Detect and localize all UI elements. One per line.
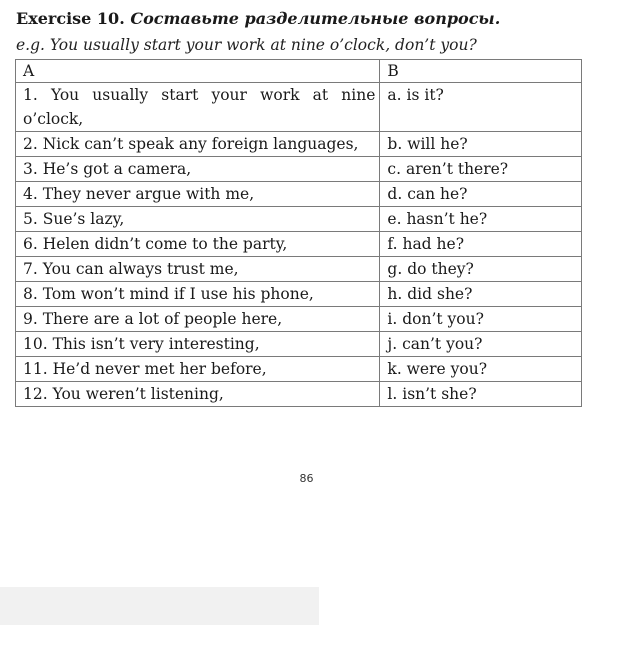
sentence-cell: 12. You weren’t listening, bbox=[16, 382, 380, 407]
sentence-cell: 3. He’s got a camera, bbox=[16, 157, 380, 182]
tag-cell: h. did she? bbox=[380, 282, 582, 307]
sentence-cell: 7. You can always trust me, bbox=[16, 257, 380, 282]
tag-cell: b. will he? bbox=[380, 132, 582, 157]
tag-cell: e. hasn’t he? bbox=[380, 207, 582, 232]
table-row bbox=[16, 83, 582, 132]
sentence-word: at bbox=[312, 86, 329, 104]
table-row bbox=[16, 207, 582, 232]
sentence-cell: 10. This isn’t very interesting, bbox=[16, 332, 380, 357]
tag-cell: l. isn’t she? bbox=[380, 382, 582, 407]
table-header-row bbox=[16, 60, 582, 83]
sentence-cell: 11. He’d never met her before, bbox=[16, 357, 380, 382]
exercise-task: Составьте разделительные вопросы. bbox=[130, 9, 501, 28]
table-row bbox=[16, 232, 582, 257]
sentence-word: usually bbox=[92, 86, 149, 104]
sentence-word: your bbox=[211, 86, 247, 104]
table-row bbox=[16, 257, 582, 282]
sentence-word: 1. bbox=[23, 86, 38, 104]
example-sentence: e.g. You usually start your work at nine o’clock, don’t you? bbox=[16, 36, 477, 54]
tag-cell: k. were you? bbox=[380, 357, 582, 382]
sentence-cell: 6. Helen didn’t come to the party, bbox=[16, 232, 380, 257]
column-b-header: B bbox=[380, 60, 582, 83]
sentence-word: nine bbox=[341, 86, 376, 104]
table-row bbox=[16, 307, 582, 332]
tag-cell: f. had he? bbox=[380, 232, 582, 257]
sentence-cell: 8. Tom won’t mind if I use his phone, bbox=[16, 282, 380, 307]
tag-cell: c. aren’t there? bbox=[380, 157, 582, 182]
table-row bbox=[16, 357, 582, 382]
footer-gray-bar bbox=[0, 587, 319, 625]
table-row bbox=[16, 157, 582, 182]
sentence-word: start bbox=[161, 86, 199, 104]
exercise-table bbox=[15, 59, 582, 407]
column-a-header: A bbox=[16, 60, 380, 83]
exercise-label: Exercise 10. bbox=[16, 9, 125, 28]
table-row bbox=[16, 332, 582, 357]
sentence-cell: 4. They never argue with me, bbox=[16, 182, 380, 207]
tag-cell: d. can he? bbox=[380, 182, 582, 207]
sentence-word: work bbox=[260, 86, 300, 104]
table-row bbox=[16, 182, 582, 207]
page-number: 86 bbox=[299, 472, 314, 485]
sentence-cell bbox=[16, 83, 380, 132]
sentence-word: You bbox=[50, 86, 80, 104]
sentence-line-1 bbox=[23, 83, 375, 107]
exercise-heading bbox=[16, 9, 500, 28]
tag-cell: i. don’t you? bbox=[380, 307, 582, 332]
sentence-cell: 2. Nick can’t speak any foreign languages, bbox=[16, 132, 380, 157]
sentence-cell: 9. There are a lot of people here, bbox=[16, 307, 380, 332]
sentence-cell: 5. Sue’s lazy, bbox=[16, 207, 380, 232]
table-row bbox=[16, 382, 582, 407]
tag-cell: j. can’t you? bbox=[380, 332, 582, 357]
table-row bbox=[16, 132, 582, 157]
table-row bbox=[16, 282, 582, 307]
tag-cell: a. is it? bbox=[380, 83, 582, 132]
tag-cell: g. do they? bbox=[380, 257, 582, 282]
sentence-line-2: o’clock, bbox=[23, 110, 84, 128]
